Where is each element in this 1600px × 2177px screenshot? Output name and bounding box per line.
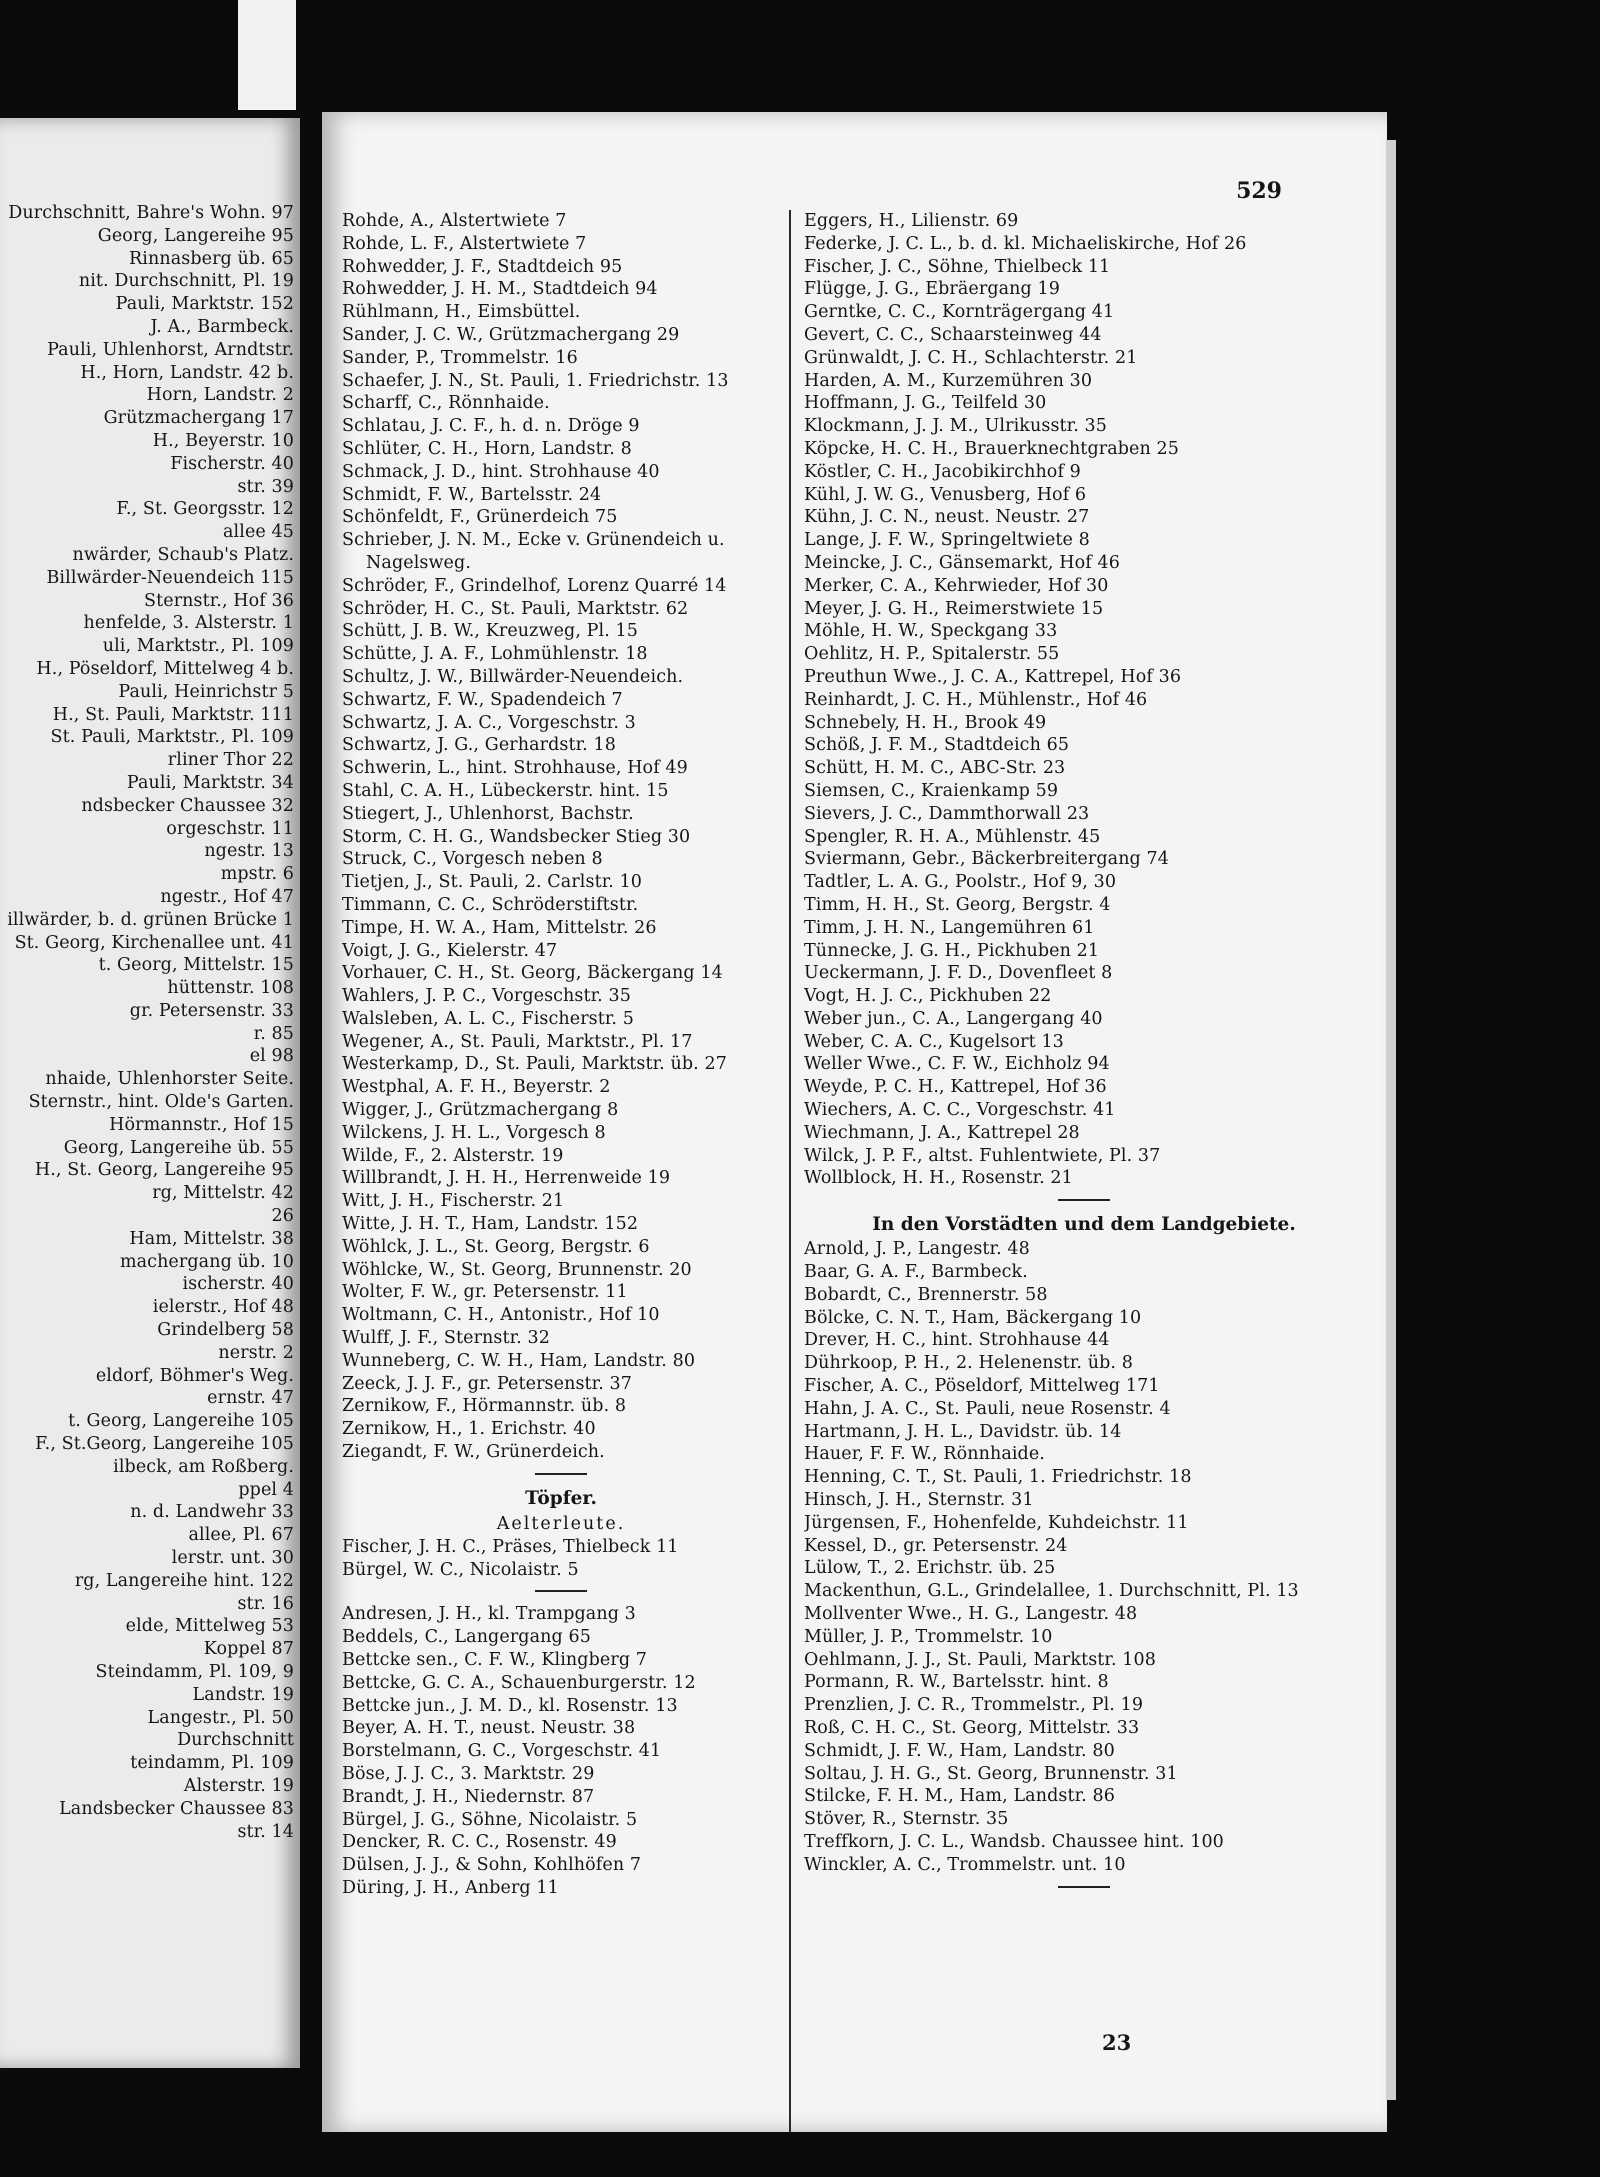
- directory-entry: Soltau, J. H. G., St. Georg, Brunnenstr. 31: [804, 1763, 1178, 1784]
- members-list: [342, 1603, 780, 1899]
- directory-entry: Meincke, J. C., Gänsemarkt, Hof 46: [804, 552, 1120, 573]
- directory-entry: Prenzlien, J. C. R., Trommelstr., Pl. 19: [804, 1695, 1144, 1716]
- directory-entry: elde, Mittelweg 53: [125, 1616, 294, 1637]
- directory-entry: t. Georg, Mittelstr. 15: [98, 955, 294, 976]
- directory-entry: Scharff, C., Rönnhaide.: [342, 393, 550, 414]
- directory-entry: Storm, C. H. G., Wandsbecker Stieg 30: [342, 826, 691, 847]
- directory-entry: Tadtler, L. A. G., Poolstr., Hof 9, 30: [804, 872, 1117, 893]
- directory-entry: Hoffmann, J. G., Teilfeld 30: [804, 393, 1047, 414]
- directory-entry: Dührkoop, P. H., 2. Helenenstr. üb. 8: [804, 1353, 1133, 1374]
- directory-entry: Flügge, J. G., Ebräergang 19: [804, 279, 1060, 300]
- directory-entry: Weyde, P. C. H., Kattrepel, Hof 36: [804, 1077, 1107, 1098]
- directory-entry: str. 14: [237, 1821, 294, 1842]
- directory-entry: Steindamm, Pl. 109, 9: [95, 1662, 294, 1682]
- directory-entry: Rohwedder, J. H. M., Stadtdeich 94: [342, 279, 658, 300]
- directory-entry: Mackenthun, G.L., Grindelallee, 1. Durchschnitt, Pl. 13: [804, 1581, 1299, 1602]
- directory-entry: H., Horn, Landstr. 42 b.: [80, 362, 294, 383]
- directory-entry: Dülsen, J. J., & Sohn, Kohlhöfen 7: [342, 1855, 642, 1876]
- directory-entry: ischerstr. 40: [182, 1274, 294, 1295]
- directory-entry: Schröder, H. C., St. Pauli, Marktstr. 62: [342, 598, 689, 619]
- bookmark-ribbon: [238, 0, 296, 110]
- directory-entry: Pauli, Heinrichstr 5: [118, 681, 294, 702]
- directory-entry: henfelde, 3. Alsterstr. 1: [83, 613, 294, 634]
- directory-entry: Grünwaldt, J. C. H., Schlachterstr. 21: [804, 347, 1138, 368]
- page-edge: [1386, 140, 1396, 2100]
- directory-entry: Winckler, A. C., Trommelstr. unt. 10: [804, 1854, 1126, 1875]
- directory-entry: machergang üb. 10: [119, 1251, 294, 1272]
- directory-entry: Schwartz, J. A. C., Vorgeschstr. 3: [342, 712, 636, 733]
- middle-column: [342, 210, 780, 1900]
- directory-entry: ngestr., Hof 47: [160, 886, 294, 907]
- directory-entry: Bettcke, G. C. A., Schauenburgerstr. 12: [342, 1672, 696, 1693]
- directory-entry: Witt, J. H., Fischerstr. 21: [342, 1191, 565, 1212]
- directory-entry: Kühn, J. C. N., neust. Neustr. 27: [804, 507, 1090, 528]
- directory-entry: Billwärder-Neuendeich 115: [46, 567, 294, 588]
- directory-entry: Sternstr., hint. Olde's Garten.: [28, 1092, 294, 1113]
- directory-entry: Henning, C. T., St. Pauli, 1. Friedrichstr. 18: [804, 1467, 1192, 1488]
- page-number: 529: [1236, 178, 1282, 204]
- directory-entry: Pauli, Marktstr. 152: [115, 294, 294, 315]
- directory-entry: Ueckermann, J. F. D., Dovenfleet 8: [804, 963, 1113, 984]
- directory-entry: Lange, J. F. W., Springeltwiete 8: [804, 530, 1090, 551]
- directory-entry: Stiegert, J., Uhlenhorst, Bachstr.: [342, 803, 634, 824]
- directory-entry: Ham, Mittelstr. 38: [129, 1228, 294, 1249]
- directory-entry: Sander, P., Trommelstr. 16: [342, 347, 578, 368]
- directory-entry: Meyer, J. G. H., Reimerstwiete 15: [804, 598, 1104, 619]
- directory-entry: nit. Durchschnitt, Pl. 19: [78, 271, 294, 292]
- directory-entry: Baar, G. A. F., Barmbeck.: [804, 1262, 1028, 1283]
- directory-entry: Rühlmann, H., Eimsbüttel.: [342, 302, 581, 323]
- directory-entry: Koppel 87: [203, 1639, 294, 1660]
- directory-entry: Wunneberg, C. W. H., Ham, Landstr. 80: [342, 1350, 696, 1371]
- directory-entry: Bettcke sen., C. F. W., Klingberg 7: [342, 1650, 648, 1671]
- directory-entry: Wilde, F., 2. Alsterstr. 19: [342, 1145, 564, 1166]
- directory-entry: Borstelmann, G. C., Vorgeschstr. 41: [342, 1741, 662, 1762]
- right-entries-a: [804, 210, 1364, 1190]
- column-rule: [789, 210, 791, 2132]
- directory-entry: Schmidt, J. F. W., Ham, Landstr. 80: [804, 1740, 1115, 1761]
- directory-entry: Stahl, C. A. H., Lübeckerstr. hint. 15: [342, 780, 669, 801]
- directory-entry: Merker, C. A., Kehrwieder, Hof 30: [804, 575, 1109, 596]
- directory-entry: Weber, C. A. C., Kugelsort 13: [804, 1031, 1064, 1052]
- directory-entry: Sternstr., Hof 36: [144, 590, 294, 611]
- directory-entry: Hörmannstr., Hof 15: [109, 1114, 294, 1135]
- directory-entry: Vogt, H. J. C., Pickhuben 22: [804, 986, 1052, 1007]
- directory-entry: eldorf, Böhmer's Weg.: [95, 1365, 294, 1386]
- directory-entry: Woltmann, C. H., Antonistr., Hof 10: [342, 1305, 660, 1326]
- directory-entry: Schlatau, J. C. F., h. d. n. Dröge 9: [342, 416, 640, 437]
- directory-entry: H., St. Georg, Langereihe 95: [34, 1160, 294, 1181]
- directory-entry: Timmann, C. C., Schröderstiftstr.: [342, 894, 639, 915]
- directory-entry: Fischer, J. C., Söhne, Thielbeck 11: [804, 256, 1111, 277]
- directory-entry: Weller Wwe., C. F. W., Eichholz 94: [804, 1054, 1110, 1075]
- directory-entry: Federke, J. C. L., b. d. kl. Michaeliskirche, Hof 26: [804, 233, 1247, 254]
- right-column: [804, 210, 1364, 1899]
- directory-entry: Bölcke, C. N. T., Ham, Bäckergang 10: [804, 1307, 1142, 1328]
- directory-entry: lerstr. unt. 30: [171, 1548, 294, 1569]
- directory-entry: Willbrandt, J. H. H., Herrenweide 19: [342, 1168, 671, 1189]
- directory-entry: allee 45: [223, 522, 294, 543]
- middle-entries-a: [342, 210, 780, 552]
- directory-entry: Sander, J. C. W., Grützmachergang 29: [342, 324, 680, 345]
- directory-entry: Wilck, J. P. F., altst. Fuhlentwiete, Pl. 37: [804, 1145, 1161, 1166]
- directory-entry: Zeeck, J. J. F., gr. Petersenstr. 37: [342, 1373, 632, 1394]
- directory-entry: gr. Petersenstr. 33: [129, 1000, 294, 1021]
- directory-entry: Rohde, A., Alstertwiete 7: [342, 211, 567, 231]
- directory-entry: Düring, J. H., Anberg 11: [342, 1877, 559, 1898]
- directory-entry: Bürgel, W. C., Nicolaistr. 5: [342, 1559, 579, 1580]
- directory-entry: H., Pöseldorf, Mittelweg 4 b.: [36, 658, 294, 679]
- directory-entry: Zernikow, F., Hörmannstr. üb. 8: [342, 1396, 627, 1417]
- directory-entry: Bobardt, C., Brennerstr. 58: [804, 1284, 1048, 1305]
- directory-entry: Roß, C. H. C., St. Georg, Mittelstr. 33: [804, 1718, 1140, 1738]
- directory-entry: Fischer, J. H. C., Präses, Thielbeck 11: [342, 1536, 679, 1557]
- directory-entry: Durchschnitt: [177, 1730, 294, 1751]
- directory-entry: Köpcke, H. C. H., Brauerknechtgraben 25: [804, 438, 1180, 459]
- directory-entry: Wilckens, J. H. L., Vorgesch 8: [342, 1122, 606, 1143]
- directory-entry: Eggers, H., Lilienstr. 69: [804, 211, 1019, 231]
- directory-entry: Schultz, J. W., Billwärder-Neuendeich.: [342, 666, 684, 687]
- directory-entry: allee, Pl. 67: [188, 1525, 294, 1546]
- directory-entry: Alsterstr. 19: [183, 1775, 294, 1796]
- directory-entry: Klockmann, J. J. M., Ulrikusstr. 35: [804, 416, 1107, 437]
- directory-entry: Köstler, C. H., Jacobikirchhof 9: [804, 461, 1081, 482]
- directory-entry: Tünnecke, J. G. H., Pickhuben 21: [804, 940, 1100, 961]
- directory-entry: Sievers, J. C., Dammthorwall 23: [804, 803, 1090, 824]
- directory-entry: Schöß, J. F. M., Stadtdeich 65: [804, 735, 1070, 756]
- directory-entry: Böse, J. J. C., 3. Marktstr. 29: [342, 1764, 595, 1784]
- directory-entry: Durchschnitt, Bahre's Wohn. 97: [8, 203, 294, 223]
- directory-entry: ielerstr., Hof 48: [152, 1297, 294, 1318]
- section-title-toepfer: Töpfer.: [525, 1487, 597, 1509]
- directory-entry: Siemsen, C., Kraienkamp 59: [804, 780, 1059, 801]
- directory-entry: n. d. Landwehr 33: [130, 1502, 294, 1523]
- directory-entry: Tietjen, J., St. Pauli, 2. Carlstr. 10: [342, 872, 643, 893]
- directory-entry: Sviermann, Gebr., Bäckerbreitergang 74: [804, 849, 1169, 870]
- directory-entry: Georg, Langereihe üb. 55: [63, 1137, 294, 1158]
- directory-entry: Grindelberg 58: [157, 1320, 294, 1341]
- directory-entry: ndsbecker Chaussee 32: [81, 795, 294, 816]
- directory-entry: Fischerstr. 40: [170, 453, 294, 474]
- directory-entry: Preuthun Wwe., J. C. A., Kattrepel, Hof 36: [804, 666, 1182, 687]
- directory-entry: Arnold, J. P., Langestr. 48: [804, 1239, 1030, 1260]
- directory-entry: str. 16: [237, 1593, 294, 1614]
- directory-entry: illwärder, b. d. grünen Brücke 1: [7, 909, 294, 930]
- directory-entry: Timm, J. H. N., Langemühren 61: [804, 917, 1095, 938]
- directory-entry: Lülow, T., 2. Erichstr. üb. 25: [804, 1558, 1056, 1579]
- directory-entry: Bettcke jun., J. M. D., kl. Rosenstr. 13: [342, 1695, 678, 1716]
- directory-entry: Langestr., Pl. 50: [147, 1707, 294, 1728]
- directory-entry: Rohwedder, J. F., Stadtdeich 95: [342, 256, 623, 277]
- directory-entry: Pauli, Uhlenhorst, Arndtstr.: [47, 339, 294, 360]
- section-subtitle-aelterleute: Aelterleute.: [496, 1513, 626, 1534]
- directory-entry: 26: [271, 1206, 294, 1227]
- middle-entries-b: [342, 575, 780, 1464]
- directory-entry: orgeschstr. 11: [166, 818, 294, 839]
- directory-entry: Weber jun., C. A., Langergang 40: [804, 1008, 1103, 1029]
- directory-entry: Westerkamp, D., St. Pauli, Marktstr. üb. 27: [342, 1054, 727, 1075]
- right-entries-b: [804, 1238, 1364, 1876]
- directory-entry: H., Beyerstr. 10: [152, 430, 294, 451]
- directory-entry: Stilcke, F. H. M., Ham, Landstr. 86: [804, 1786, 1115, 1807]
- directory-entry: Timm, H. H., St. Georg, Bergstr. 4: [804, 894, 1111, 915]
- directory-entry: ppel 4: [238, 1479, 294, 1500]
- directory-entry: J. A., Barmbeck.: [150, 316, 294, 337]
- elders-list: [342, 1536, 780, 1582]
- directory-entry: Bürgel, J. G., Söhne, Nicolaistr. 5: [342, 1809, 638, 1830]
- directory-entry: Schütte, J. A. F., Lohmühlenstr. 18: [342, 644, 648, 665]
- directory-entry: Harden, A. M., Kurzemühren 30: [804, 370, 1093, 391]
- directory-entry: Rohde, L. F., Alstertwiete 7: [342, 233, 587, 254]
- directory-entry: Horn, Landstr. 2: [146, 385, 294, 406]
- directory-entry: ernstr. 47: [207, 1388, 294, 1409]
- right-page: [322, 112, 1387, 2132]
- directory-entry: Drever, H. C., hint. Strohhause 44: [804, 1330, 1110, 1351]
- directory-entry: Schaefer, J. N., St. Pauli, 1. Friedrichstr. 13: [342, 370, 729, 391]
- section-divider: [1058, 1199, 1110, 1201]
- directory-entry: Wollblock, H. H., Rosenstr. 21: [804, 1168, 1073, 1189]
- signature-mark: 23: [1102, 2030, 1132, 2055]
- directory-entry: Hauer, F. F. W., Rönnhaide.: [804, 1444, 1045, 1465]
- directory-entry: Gerntke, C. C., Kornträgergang 41: [804, 302, 1115, 323]
- directory-entry: Schütt, H. M. C., ABC-Str. 23: [804, 758, 1066, 779]
- section-divider: [535, 1590, 587, 1592]
- directory-entry: Ziegandt, F. W., Grünerdeich.: [342, 1442, 605, 1463]
- directory-entry: Wulff, J. F., Sternstr. 32: [342, 1328, 550, 1349]
- directory-entry: Stöver, R., Sternstr. 35: [804, 1809, 1009, 1830]
- directory-entry: Beddels, C., Langergang 65: [342, 1627, 591, 1648]
- directory-entry: F., St. Georgsstr. 12: [116, 499, 294, 520]
- directory-entry: Wöhlcke, W., St. Georg, Brunnenstr. 20: [342, 1259, 692, 1280]
- directory-entry: nwärder, Schaub's Platz.: [72, 544, 294, 565]
- directory-entry: hüttenstr. 108: [167, 978, 294, 999]
- directory-entry: str. 39: [237, 476, 294, 497]
- directory-entry: teindamm, Pl. 109: [130, 1753, 294, 1774]
- directory-entry: ngestr. 13: [204, 841, 294, 862]
- directory-entry: Walsleben, A. L. C., Fischerstr. 5: [342, 1008, 634, 1029]
- directory-entry: Hahn, J. A. C., St. Pauli, neue Rosenstr. 4: [804, 1398, 1171, 1419]
- directory-entry: nhaide, Uhlenhorster Seite.: [45, 1069, 294, 1090]
- directory-entry: Wolter, F. W., gr. Petersenstr. 11: [342, 1282, 628, 1303]
- section-divider: [1058, 1886, 1110, 1888]
- section-title-vorstaedte: In den Vorstädten und dem Landgebiete.: [872, 1214, 1296, 1236]
- directory-entry: Schönfeldt, F., Grünerdeich 75: [342, 507, 618, 528]
- directory-entry: Vorhauer, C. H., St. Georg, Bäckergang 14: [342, 963, 723, 984]
- directory-entry: Rinnasberg üb. 65: [129, 248, 294, 269]
- directory-entry: Westphal, A. F. H., Beyerstr. 2: [342, 1077, 611, 1098]
- directory-entry: Voigt, J. G., Kielerstr. 47: [342, 940, 558, 961]
- directory-entry: rg, Langereihe hint. 122: [74, 1570, 294, 1591]
- directory-entry: Wegener, A., St. Pauli, Marktstr., Pl. 17: [342, 1031, 693, 1052]
- directory-entry: Nagelsweg.: [366, 552, 471, 573]
- directory-entry: Wiechers, A. C. C., Vorgeschstr. 41: [804, 1100, 1116, 1121]
- directory-entry: uli, Marktstr., Pl. 109: [102, 636, 294, 657]
- directory-entry: Pormann, R. W., Bartelsstr. hint. 8: [804, 1672, 1109, 1693]
- directory-entry: Hartmann, J. H. L., Davidstr. üb. 14: [804, 1421, 1122, 1442]
- directory-entry: nerstr. 2: [218, 1342, 294, 1363]
- directory-entry: Schmidt, F. W., Bartelsstr. 24: [342, 484, 602, 505]
- directory-entry: Schlüter, C. H., Horn, Landstr. 8: [342, 438, 632, 459]
- directory-entry: Reinhardt, J. C. H., Mühlenstr., Hof 46: [804, 689, 1148, 710]
- directory-entry: Wigger, J., Grützmachergang 8: [342, 1100, 619, 1121]
- directory-entry: Wahlers, J. P. C., Vorgeschstr. 35: [342, 986, 631, 1007]
- directory-entry: rg, Mittelstr. 42: [152, 1183, 294, 1204]
- directory-entry: t. Georg, Langereihe 105: [68, 1411, 294, 1432]
- directory-entry: rliner Thor 22: [167, 750, 294, 771]
- left-column: [0, 202, 296, 1843]
- left-page: [0, 118, 300, 2068]
- directory-entry: Oehlitz, H. P., Spitalerstr. 55: [804, 644, 1060, 665]
- directory-entry: Timpe, H. W. A., Ham, Mittelstr. 26: [342, 917, 657, 938]
- directory-entry: Jürgensen, F., Hohenfelde, Kuhdeichstr. 11: [804, 1512, 1189, 1533]
- directory-entry: Struck, C., Vorgesch neben 8: [342, 849, 603, 870]
- directory-entry: mpstr. 6: [220, 864, 294, 885]
- directory-entry: Schütt, J. B. W., Kreuzweg, Pl. 15: [342, 621, 639, 642]
- directory-entry: Zernikow, H., 1. Erichstr. 40: [342, 1419, 596, 1440]
- directory-entry: Dencker, R. C. C., Rosenstr. 49: [342, 1832, 617, 1853]
- directory-entry: Schwerin, L., hint. Strohhause, Hof 49: [342, 758, 688, 779]
- directory-entry: St. Georg, Kirchenallee unt. 41: [14, 932, 294, 953]
- directory-entry: Georg, Langereihe 95: [97, 225, 294, 246]
- directory-entry: St. Pauli, Marktstr., Pl. 109: [50, 727, 294, 748]
- section-divider: [535, 1473, 587, 1475]
- directory-entry: Möhle, H. W., Speckgang 33: [804, 621, 1058, 642]
- directory-entry: Schwartz, J. G., Gerhardstr. 18: [342, 735, 616, 756]
- directory-entry: Gevert, C. C., Schaarsteinweg 44: [804, 324, 1102, 345]
- directory-entry: Treffkorn, J. C. L., Wandsb. Chaussee hint. 100: [804, 1831, 1224, 1852]
- directory-entry: Schröder, F., Grindelhof, Lorenz Quarré 14: [342, 575, 727, 596]
- directory-entry: Grützmachergang 17: [103, 408, 294, 429]
- directory-entry: Beyer, A. H. T., neust. Neustr. 38: [342, 1718, 636, 1739]
- directory-entry: Schnebely, H. H., Brook 49: [804, 712, 1047, 733]
- directory-entry: Wiechmann, J. A., Kattrepel 28: [804, 1122, 1080, 1143]
- directory-entry: Spengler, R. H. A., Mühlenstr. 45: [804, 826, 1101, 847]
- directory-entry: ilbeck, am Roßberg.: [113, 1456, 294, 1477]
- directory-entry: H., St. Pauli, Marktstr. 111: [52, 704, 294, 725]
- directory-entry: Kessel, D., gr. Petersenstr. 24: [804, 1535, 1068, 1556]
- directory-entry: Brandt, J. H., Niedernstr. 87: [342, 1786, 595, 1807]
- directory-entry: Oehlmann, J. J., St. Pauli, Marktstr. 108: [804, 1649, 1156, 1670]
- directory-entry: Mollventer Wwe., H. G., Langestr. 48: [804, 1604, 1138, 1625]
- directory-entry: r. 85: [253, 1023, 294, 1044]
- directory-entry: Hinsch, J. H., Sternstr. 31: [804, 1490, 1034, 1511]
- directory-entry: Andresen, J. H., kl. Trampgang 3: [342, 1604, 636, 1625]
- directory-entry: F., St.Georg, Langereihe 105: [35, 1434, 294, 1455]
- directory-entry: Pauli, Marktstr. 34: [126, 772, 294, 793]
- directory-entry: Schwartz, F. W., Spadendeich 7: [342, 689, 623, 710]
- directory-entry: Fischer, A. C., Pöseldorf, Mittelweg 171: [804, 1376, 1160, 1397]
- directory-entry: Wöhlck, J. L., St. Georg, Bergstr. 6: [342, 1236, 650, 1257]
- directory-entry: Kühl, J. W. G., Venusberg, Hof 6: [804, 484, 1087, 505]
- directory-entry: Witte, J. H. T., Ham, Landstr. 152: [342, 1214, 639, 1235]
- directory-entry: Landstr. 19: [192, 1684, 294, 1705]
- directory-entry: Schrieber, J. N. M., Ecke v. Grünendeich u.: [342, 530, 725, 551]
- directory-entry: Müller, J. P., Trommelstr. 10: [804, 1626, 1053, 1647]
- directory-entry: Schmack, J. D., hint. Strohhause 40: [342, 461, 660, 482]
- directory-entry: el 98: [249, 1046, 294, 1067]
- directory-entry: Landsbecker Chaussee 83: [59, 1798, 294, 1819]
